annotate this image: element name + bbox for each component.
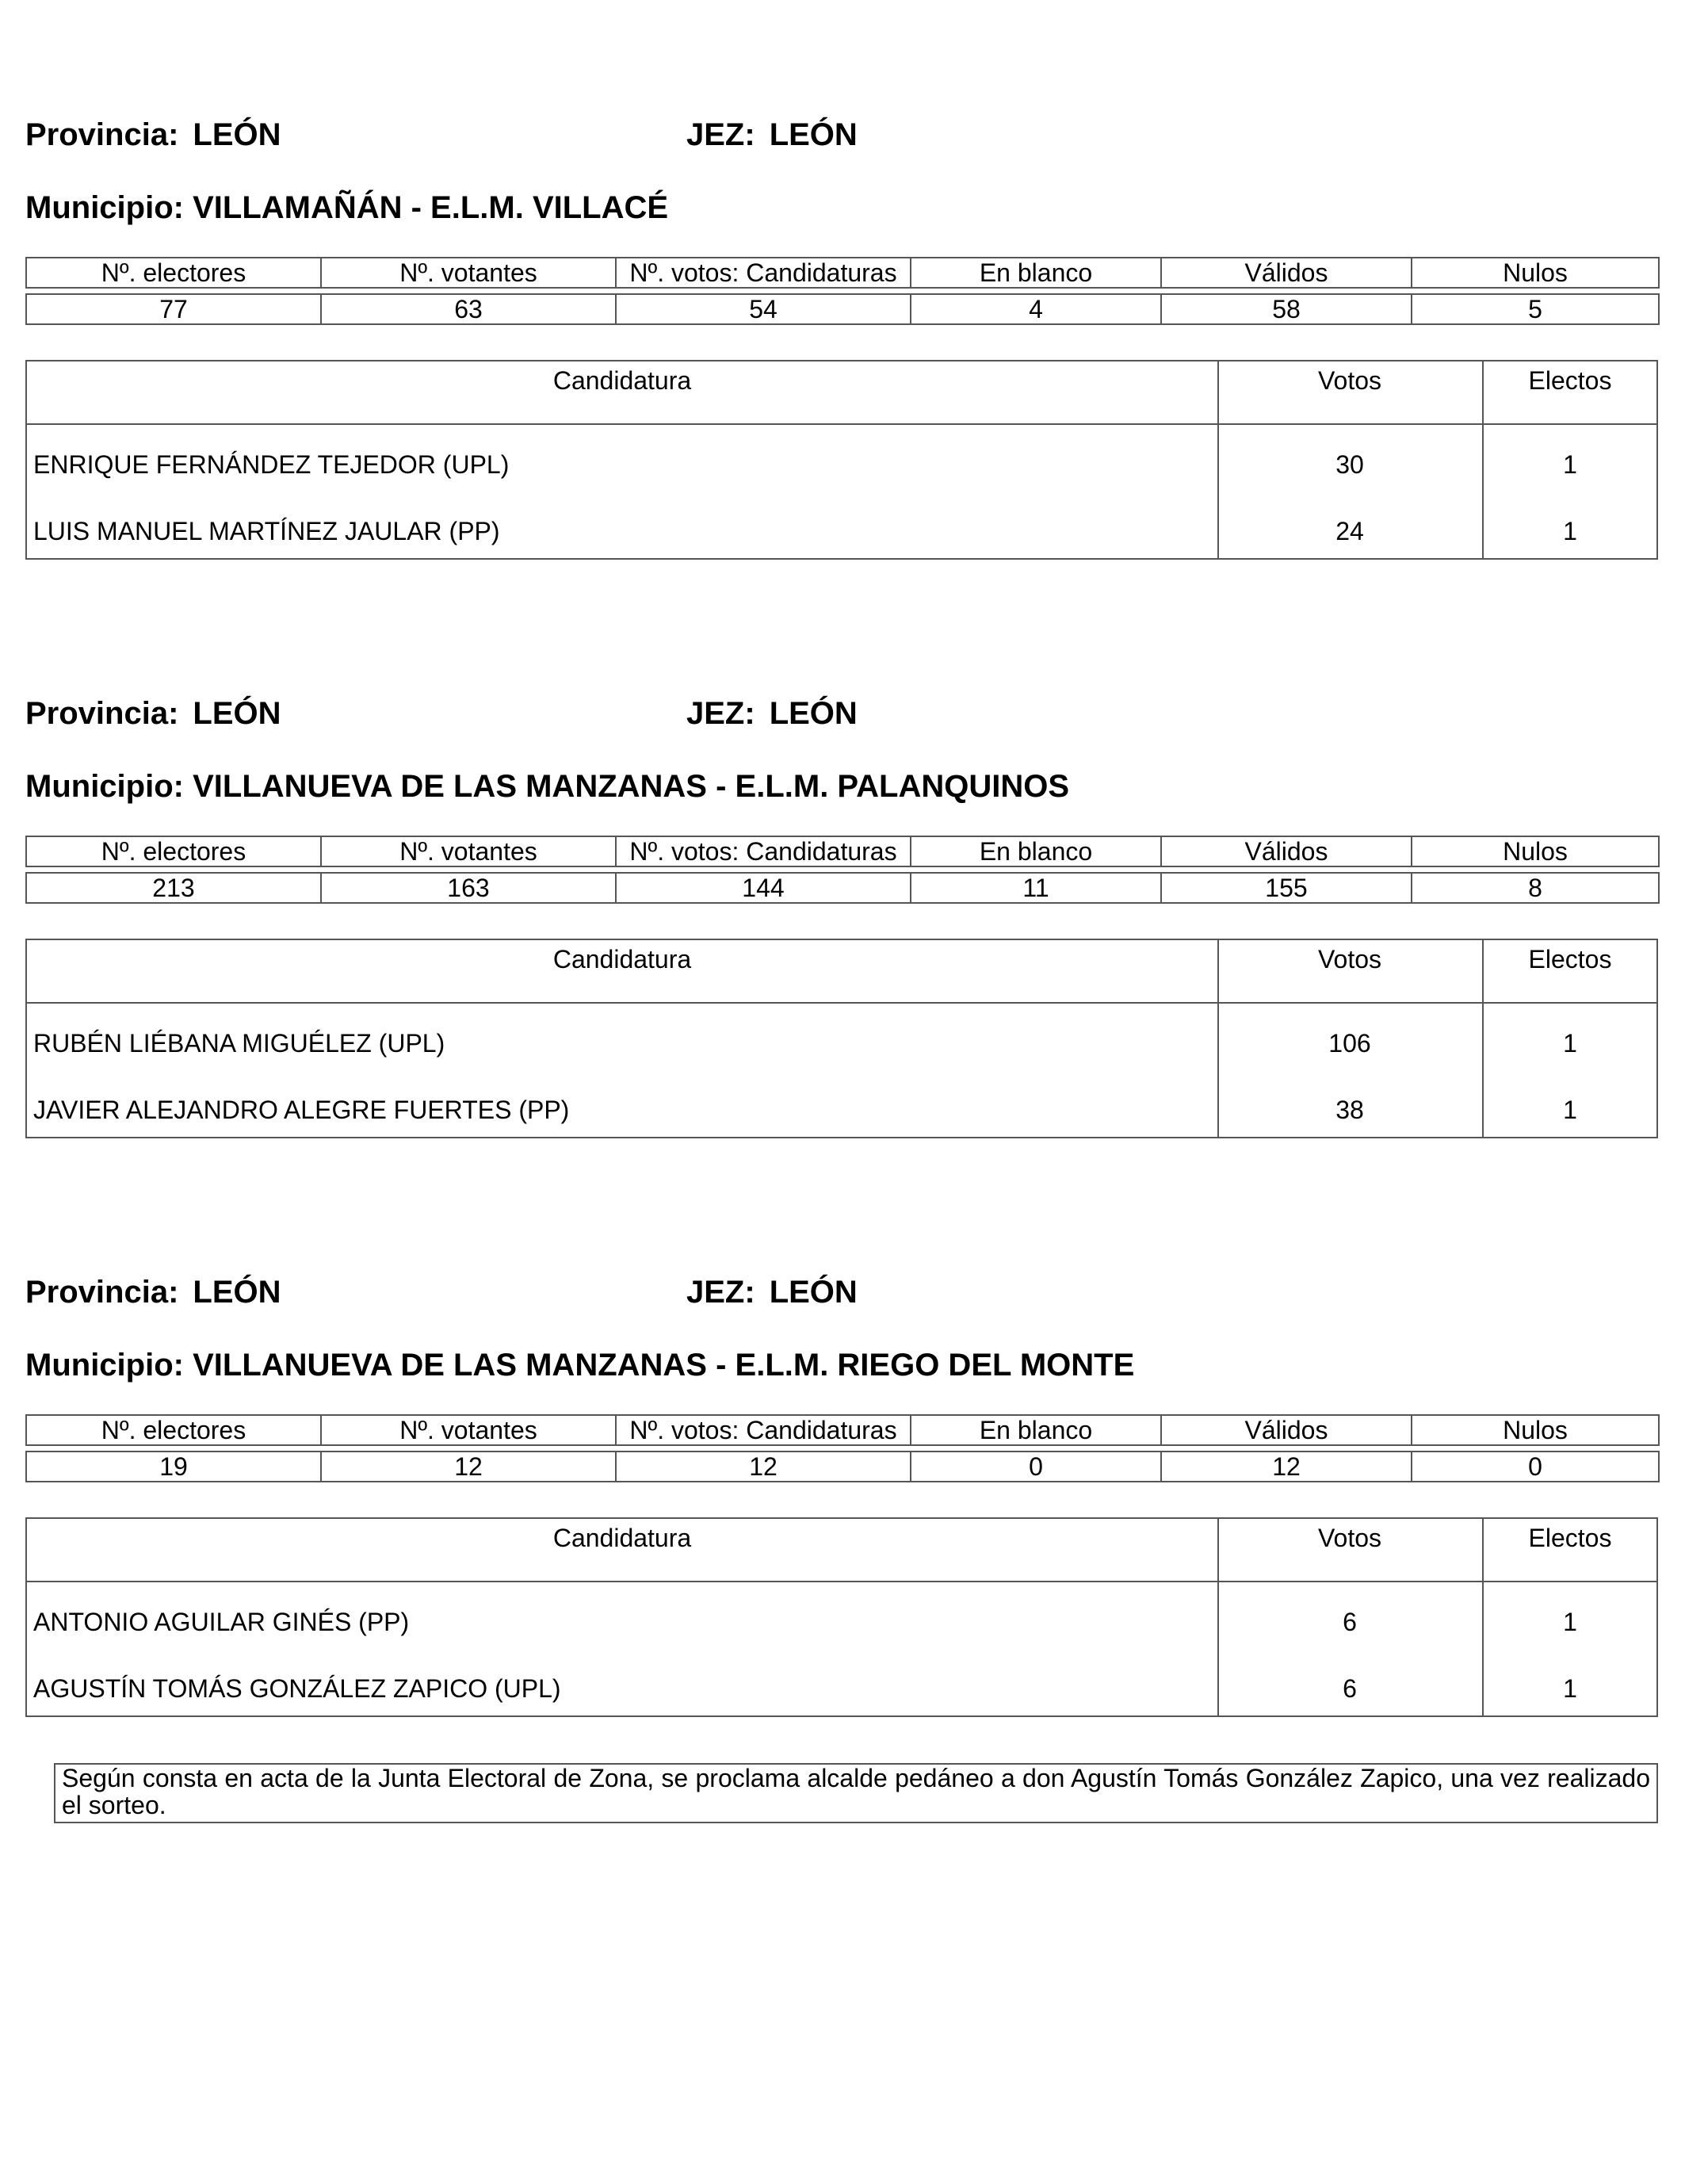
- stats-header-votantes: Nº. votantes: [321, 258, 616, 288]
- stats-header-en-blanco: En blanco: [911, 1415, 1161, 1445]
- stats-value-votos-candidaturas: 12: [616, 1452, 911, 1482]
- municipio-label: Municipio:: [25, 190, 184, 225]
- candidate-votos: 38: [1335, 1096, 1364, 1124]
- candidate-votos: 6: [1343, 1674, 1357, 1703]
- jez-label: JEZ:: [686, 696, 755, 731]
- stats-header-electores: Nº. electores: [26, 1415, 321, 1445]
- candidate-votos: 30: [1335, 450, 1364, 479]
- stats-value-votantes: 63: [321, 294, 616, 324]
- stats-value-validos: 12: [1161, 1452, 1412, 1482]
- municipio-line: [25, 767, 1069, 805]
- header-electos: Electos: [1528, 945, 1612, 973]
- provincia-value: LEÓN: [193, 696, 281, 731]
- stats-value-votos-candidaturas: 144: [616, 873, 911, 903]
- candidate-row: [27, 449, 1656, 480]
- candidate-votos: 106: [1328, 1029, 1371, 1058]
- jez-value: LEÓN: [769, 696, 858, 731]
- header-candidatura: Candidatura: [552, 945, 692, 973]
- municipio-value: VILLAMAÑÁN - E.L.M. VILLACÉ: [193, 190, 669, 225]
- stats-value-nulos: 0: [1412, 1452, 1659, 1482]
- jez-line: [686, 116, 858, 154]
- provincia-value: LEÓN: [193, 1275, 281, 1310]
- header-votos: Votos: [1317, 1524, 1382, 1552]
- provincia-line: [25, 116, 281, 154]
- stats-header-votantes: Nº. votantes: [321, 836, 616, 866]
- jez-value: LEÓN: [769, 1275, 858, 1310]
- provincia-value: LEÓN: [193, 117, 281, 152]
- candidate-electos: 1: [1563, 1608, 1577, 1636]
- stats-table: [25, 257, 1660, 325]
- candidate-name: LUIS MANUEL MARTÍNEZ JAULAR (PP): [33, 517, 500, 545]
- stats-value-votantes: 12: [321, 1452, 616, 1482]
- provincia-label: Provincia:: [25, 1275, 179, 1310]
- candidates-table: [25, 939, 1658, 1138]
- municipio-label: Municipio:: [25, 769, 184, 804]
- provincia-label: Provincia:: [25, 696, 179, 731]
- stats-value-nulos: 5: [1412, 294, 1659, 324]
- stats-header-en-blanco: En blanco: [911, 258, 1161, 288]
- stats-value-validos: 58: [1161, 294, 1412, 324]
- candidate-name: JAVIER ALEJANDRO ALEGRE FUERTES (PP): [33, 1096, 570, 1124]
- candidate-electos: 1: [1563, 517, 1577, 545]
- header-votos: Votos: [1317, 945, 1382, 973]
- stats-header-votos-candidaturas: Nº. votos: Candidaturas: [616, 258, 911, 288]
- jez-value: LEÓN: [769, 117, 858, 152]
- candidate-row: [27, 515, 1656, 547]
- stats-value-row: [26, 1452, 1659, 1482]
- candidate-row: [27, 1027, 1656, 1059]
- candidate-electos: 1: [1563, 1029, 1577, 1058]
- candidate-votos: 24: [1335, 517, 1364, 545]
- stats-header-row: [26, 1415, 1659, 1445]
- stats-header-nulos: Nulos: [1412, 258, 1659, 288]
- jez-label: JEZ:: [686, 117, 755, 152]
- header-candidatura: Candidatura: [552, 1524, 692, 1552]
- stats-header-votantes: Nº. votantes: [321, 1415, 616, 1445]
- stats-header-votos-candidaturas: Nº. votos: Candidaturas: [616, 1415, 911, 1445]
- jez-line: [686, 694, 858, 732]
- header-candidatura: Candidatura: [552, 366, 692, 395]
- stats-value-validos: 155: [1161, 873, 1412, 903]
- stats-value-votos-candidaturas: 54: [616, 294, 911, 324]
- candidate-electos: 1: [1563, 450, 1577, 479]
- stats-value-electores: 213: [26, 873, 321, 903]
- stats-header-electores: Nº. electores: [26, 258, 321, 288]
- stats-header-row: [26, 258, 1659, 288]
- provincia-line: [25, 694, 281, 732]
- candidate-name: ANTONIO AGUILAR GINÉS (PP): [33, 1608, 410, 1636]
- stats-header-nulos: Nulos: [1412, 1415, 1659, 1445]
- stats-value-votantes: 163: [321, 873, 616, 903]
- candidate-row: [27, 1606, 1656, 1638]
- stats-value-en-blanco: 11: [911, 873, 1161, 903]
- candidate-row: [27, 1673, 1656, 1704]
- stats-table: [25, 1414, 1660, 1482]
- provincia-label: Provincia:: [25, 117, 179, 152]
- stats-header-validos: Válidos: [1161, 258, 1412, 288]
- stats-value-en-blanco: 4: [911, 294, 1161, 324]
- stats-value-electores: 77: [26, 294, 321, 324]
- jez-label: JEZ:: [686, 1275, 755, 1310]
- municipio-line: [25, 189, 668, 227]
- municipio-label: Municipio:: [25, 1348, 184, 1383]
- jez-line: [686, 1273, 858, 1311]
- stats-value-row: [26, 873, 1659, 903]
- stats-header-row: [26, 836, 1659, 866]
- candidate-votos: 6: [1343, 1608, 1357, 1636]
- stats-value-electores: 19: [26, 1452, 321, 1482]
- stats-header-electores: Nº. electores: [26, 836, 321, 866]
- candidate-name: ENRIQUE FERNÁNDEZ TEJEDOR (UPL): [33, 450, 510, 479]
- header-votos: Votos: [1317, 366, 1382, 395]
- provincia-line: [25, 1273, 281, 1311]
- stats-value-nulos: 8: [1412, 873, 1659, 903]
- header-electos: Electos: [1528, 1524, 1612, 1552]
- candidates-table: [25, 360, 1658, 560]
- candidate-electos: 1: [1563, 1674, 1577, 1703]
- stats-header-nulos: Nulos: [1412, 836, 1659, 866]
- header-electos: Electos: [1528, 366, 1612, 395]
- municipio-value: VILLANUEVA DE LAS MANZANAS - E.L.M. PALANQUINOS: [193, 769, 1070, 804]
- municipio-value: VILLANUEVA DE LAS MANZANAS - E.L.M. RIEGO DEL MONTE: [193, 1348, 1135, 1383]
- candidate-name: RUBÉN LIÉBANA MIGUÉLEZ (UPL): [33, 1029, 445, 1058]
- stats-header-validos: Válidos: [1161, 1415, 1412, 1445]
- proclamation-note: Según consta en acta de la Junta Electoral de Zona, se proclama alcalde pedáneo a don Agustín Tomás González Zapico, una vez realizado el sorteo.: [54, 1763, 1658, 1823]
- municipio-line: [25, 1346, 1134, 1384]
- stats-header-en-blanco: En blanco: [911, 836, 1161, 866]
- stats-header-validos: Válidos: [1161, 836, 1412, 866]
- candidates-table: [25, 1517, 1658, 1717]
- candidate-name: AGUSTÍN TOMÁS GONZÁLEZ ZAPICO (UPL): [33, 1674, 561, 1703]
- stats-table: [25, 836, 1660, 904]
- stats-value-en-blanco: 0: [911, 1452, 1161, 1482]
- candidate-row: [27, 1094, 1656, 1126]
- stats-header-votos-candidaturas: Nº. votos: Candidaturas: [616, 836, 911, 866]
- candidate-electos: 1: [1563, 1096, 1577, 1124]
- stats-value-row: [26, 294, 1659, 324]
